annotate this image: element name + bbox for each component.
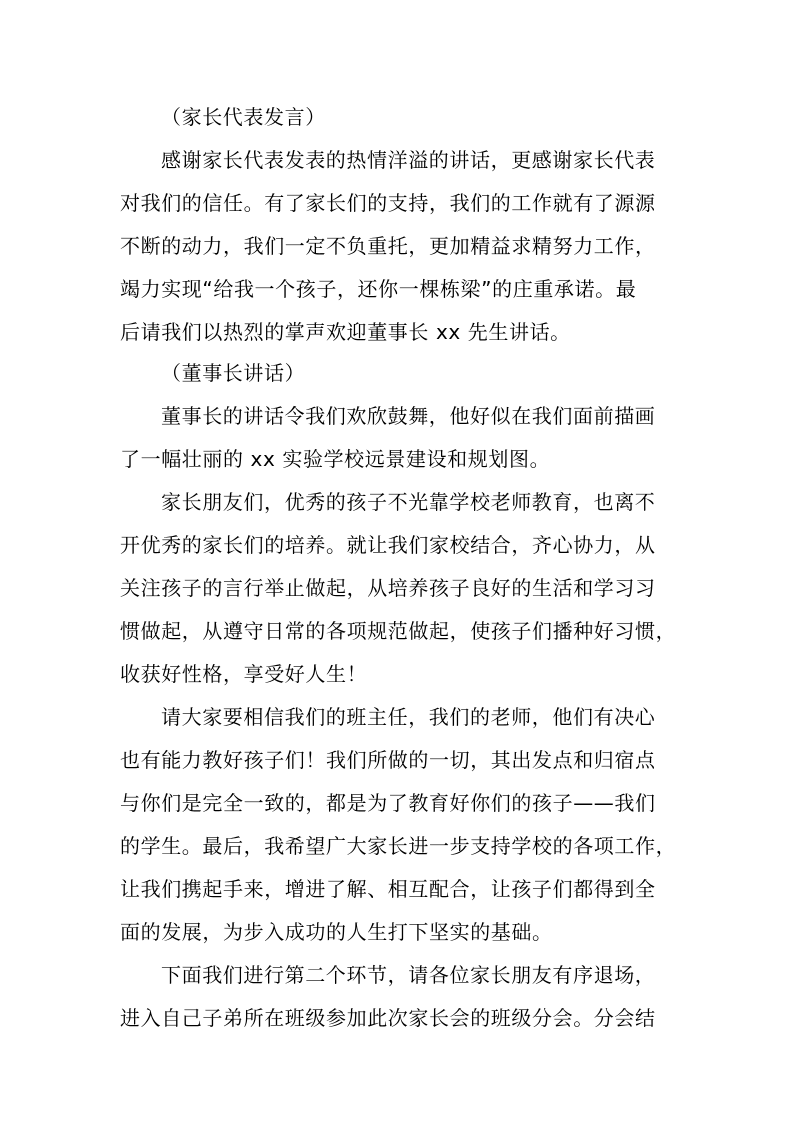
text-line: 面的发展，为步入成功的人生打下坚实的基础。 [120, 920, 553, 944]
text-line: 董事长的讲话令我们欢欣鼓舞，他好似在我们面前描画 [161, 404, 656, 428]
text-line: 后请我们以热烈的掌声欢迎董事长 xx 先生讲话。 [120, 320, 571, 344]
text-line: 竭力实现“给我一个孩子，还你一棵栋梁”的庄重承诺。最 [120, 277, 637, 301]
text-line: 进入自己子弟所在班级参加此次家长会的班级分会。分会结 [120, 1006, 656, 1030]
text-line: 家长朋友们，优秀的孩子不光靠学校老师教育，也离不 [161, 490, 656, 514]
text-line: 让我们携起手来，增进了解、相互配合，让孩子们都得到全 [120, 877, 656, 901]
text-line: 感谢家长代表发表的热情洋溢的讲话，更感谢家长代表 [161, 148, 656, 172]
section-heading-parent-speech: （家长代表发言） [161, 105, 326, 129]
text-line: 与你们是完全一致的，都是为了教育好你们的孩子——我们 [120, 791, 656, 815]
text-line: 了一幅壮丽的 xx 实验学校远景建设和规划图。 [120, 447, 551, 471]
text-line: 不断的动力，我们一定不负重托，更加精益求精努力工作， [120, 234, 656, 258]
text-line: 对我们的信任。有了家长们的支持，我们的工作就有了源源 [120, 191, 656, 215]
text-line: 下面我们进行第二个环节，请各位家长朋友有序退场， [161, 963, 656, 987]
text-line: 关注孩子的言行举止做起，从培养孩子良好的生活和学习习 [120, 576, 656, 600]
text-line: 也有能力教好孩子们！我们所做的一切，其出发点和归宿点 [120, 748, 656, 772]
text-line: 请大家要相信我们的班主任，我们的老师，他们有决心 [161, 705, 656, 729]
text-line: 收获好性格，享受好人生！ [120, 662, 368, 686]
text-line: 惯做起，从遵守日常的各项规范做起，使孩子们播种好习惯， [120, 619, 677, 643]
text-line: 的学生。最后，我希望广大家长进一步支持学校的各项工作， [120, 834, 677, 858]
section-heading-chairman-speech: （董事长讲话） [161, 361, 306, 385]
text-line: 开优秀的家长们的培养。就让我们家校结合，齐心协力，从 [120, 533, 656, 557]
